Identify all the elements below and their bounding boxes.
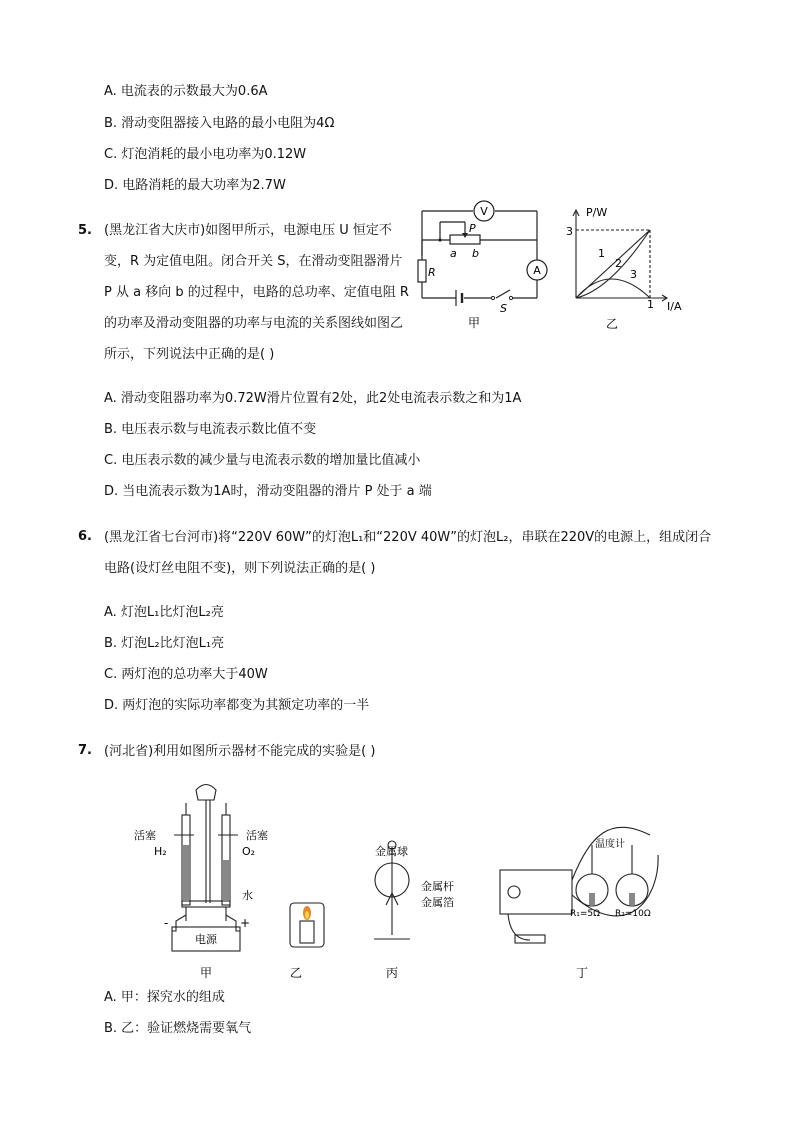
question-6-stem: (黑龙江省七台河市)将“220V 60W”的灯泡L₁和“220V 40W”的灯泡L₂，串联在220V的电源上，组成闭合电路(设灯丝电阻不变)，则下列说法正确的是( ): [104, 530, 712, 576]
q6-option-a: A. 灯泡L₁比灯泡L₂亮: [104, 605, 224, 620]
question-5-stem: (黑龙江省大庆市)如图甲所示，电源电压 U 恒定不变，R 为定值电阻。闭合开关 S，在滑动变阻器滑片 P 从 a 移向 b 的过程中，电路的总功率、定值电阻 R 的功率及滑动变阻器的功率与电流的关系图线如图乙所示，下列说法中正确的是( ): [104, 223, 409, 362]
electrode-plus: +: [240, 916, 251, 930]
graph-xtick: 1: [647, 298, 654, 311]
caption-jia: 甲: [199, 966, 213, 980]
q5-option-d: D. 当电流表示数为1A时，滑动变阻器的滑片 P 处于 a 端: [104, 484, 432, 499]
rheostat-end-a: a: [450, 247, 457, 260]
q7-option-b: B. 乙：验证燃烧需要氧气: [104, 1021, 252, 1036]
graph-xlabel: I/A: [667, 300, 682, 313]
q5-power-current-graph: [560, 200, 695, 335]
valve-right-label: 活塞: [246, 829, 268, 842]
question-6-number: 6.: [78, 529, 92, 544]
figure-yi-caption: 乙: [605, 317, 619, 331]
voltmeter-symbol: V: [480, 205, 488, 218]
metal-rod-label: 金属杆: [421, 880, 454, 893]
graph-ylabel: P/W: [586, 206, 608, 219]
power-source-label: 电源: [195, 933, 217, 946]
question-7-number: 7.: [78, 743, 92, 758]
question-5-number: 5.: [78, 223, 92, 238]
water-label: 水: [242, 889, 253, 902]
q4-option-d: D. 电路消耗的最大功率为2.7W: [104, 178, 286, 193]
thermometer-label: 温度计: [595, 839, 625, 850]
ammeter-symbol: A: [533, 264, 541, 277]
q5-option-a: A. 滑动变阻器功率为0.72W滑片位置有2处，此2处电流表示数之和为1A: [104, 391, 522, 406]
q7-option-a: A. 甲：探究水的组成: [104, 990, 225, 1005]
electrode-minus: -: [164, 916, 169, 930]
metal-foil-label: 金属箔: [421, 896, 454, 909]
switch-label: S: [500, 302, 507, 315]
caption-ding: 丁: [575, 966, 589, 980]
q4-option-a: A. 电流表的示数最大为0.6A: [104, 84, 268, 99]
question-7-stem: (河北省)利用如图所示器材不能完成的实验是( ): [104, 744, 376, 759]
q4-option-b: B. 滑动变阻器接入电路的最小电阻为4Ω: [104, 116, 335, 131]
q6-option-b: B. 灯泡L₂比灯泡L₁亮: [104, 636, 225, 651]
q4-option-c: C. 灯泡消耗的最小电功率为0.12W: [104, 147, 307, 162]
q5-option-b: B. 电压表示数与电流表示数比值不变: [104, 422, 317, 437]
q5-circuit-diagram: [412, 198, 552, 333]
caption-yi: 乙: [289, 966, 303, 980]
figure-jia-caption: 甲: [467, 316, 481, 330]
metal-ball-label: 金属球: [375, 845, 408, 858]
o2-label: O₂: [242, 845, 256, 858]
rheostat-end-b: b: [472, 247, 479, 260]
q5-option-c: C. 电压表示数的减少量与电流表示数的增加量比值减小: [104, 453, 421, 468]
valve-left-label: 活塞: [134, 829, 156, 842]
q7-apparatus-figure: [130, 775, 670, 985]
r1-label: R₁=5Ω: [570, 909, 601, 919]
h2-label: H₂: [154, 845, 167, 858]
resistor-label: R: [428, 266, 436, 279]
graph-ytick: 3: [566, 225, 573, 238]
r2-label: R₂=10Ω: [615, 909, 651, 919]
curve-2-label: 2: [615, 257, 622, 270]
curve-3-label: 3: [630, 268, 637, 281]
q6-option-d: D. 两灯泡的实际功率都变为其额定功率的一半: [104, 698, 370, 713]
caption-bing: 丙: [385, 966, 399, 980]
slider-label: P: [469, 222, 476, 235]
q6-option-c: C. 两灯泡的总功率大于40W: [104, 667, 268, 682]
curve-1-label: 1: [598, 247, 605, 260]
